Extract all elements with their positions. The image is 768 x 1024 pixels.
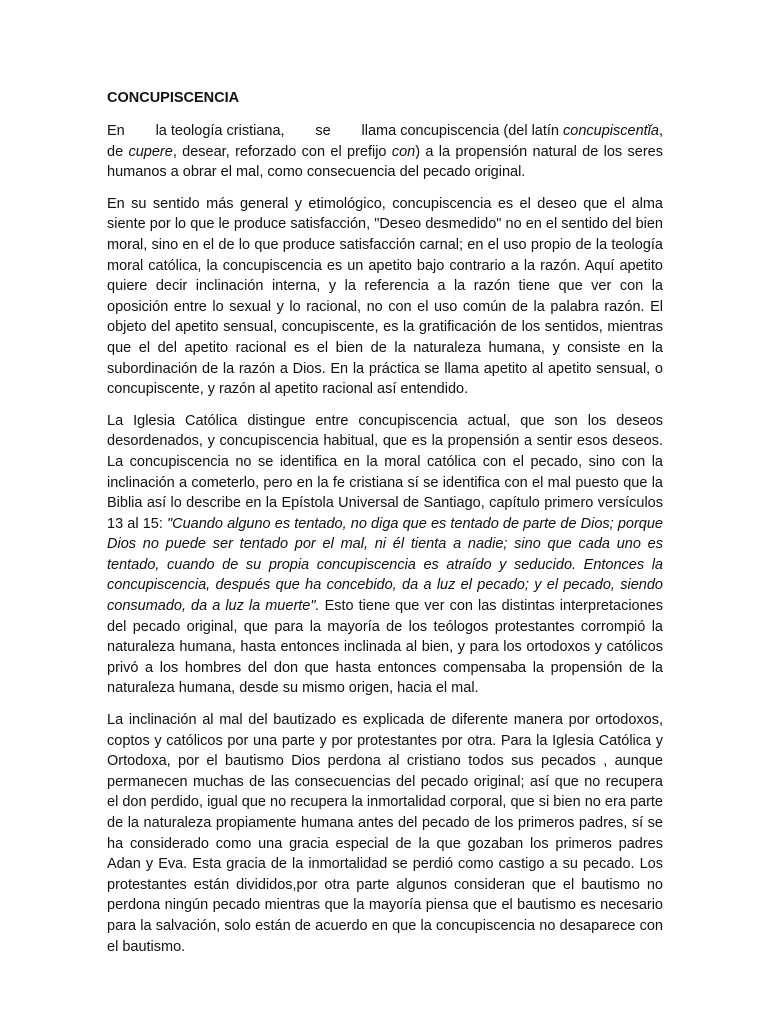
paragraph-etymology: En su sentido más general y etimológico, concupiscencia es el deseo que el alma siente por lo que le produce satisfacción, "Deseo desmedido" no en el sentido del bien moral, sino en el de lo que produce satisfacción carnal; en el uso propio de la teología moral católica, la concupiscencia es un apetito bajo contrario a la razón. Aquí apetito quiere decir inclinación interna, y la referencia a la razón tiene que ver con la oposición entre lo sexual y lo racional, no con el uso común de la palabra razón. El objeto del apetito sensual, concupiscente, es la gratificación de los sentidos, mientras que el del apetito racional es el bien de la naturaleza humana, y consiste en la subordinación de la razón a Dios. En la práctica se llama apetito al apetito sensual, o concupiscente, y razón al apetito racional así entendido.	[107, 195, 663, 398]
intro-word-se: se	[315, 123, 331, 139]
intro-term-cupere: cupere	[128, 143, 173, 160]
paragraph-intro	[107, 121, 663, 183]
paragraph-baptism: La inclinación al mal del bautizado es explicada de diferente manera por ortodoxos, coptos y católicos por una parte y por protestantes por otra. Para la Iglesia Católica y Ortodoxa, por el bautismo Dios perdona al cristiano todos sus pecados , aunque permanecen muchas de las consecuencias del pecado original; así que no recupera el don perdido, igual que no recupera la inmortalidad corporal, que si bien no era parte de la naturaleza propiamente humana antes del pecado de los primeros padres, sí se ha considerado como una gracia especial de la que gozaban los primeros padres Adan y Eva. Esta gracia de la inmortalidad se perdió como castigo a su pecado. Los protestantes están divididos,por otra parte algunos consideran que el bautismo no perdona ningún pecado mientras que la mayoría piensa que el bautismo es necesario para la salvación, solo están de acuerdo en que la concupiscencia no desaparece con el bautismo.	[107, 712, 663, 955]
bible-quote: "Cuando alguno es tentado, no diga que es tentado de parte de Dios; porque Dios no puede ser tentado por el mal, ni él tienta a nadie; sino que cada uno es tentado, cuando de su propia concupiscencia es atraído y seducido. Entonces la concupiscencia, después que ha concebido, da a luz el pecado; y el pecado, siendo consumado, da a luz la muerte".	[107, 515, 663, 615]
intro-comma: ,	[658, 123, 663, 139]
paragraph-intro-first-line	[107, 121, 663, 142]
intro-text-1: de	[107, 143, 129, 160]
intro-word-en: En	[107, 123, 125, 139]
paragraph-church-doctrine	[107, 411, 663, 699]
document-page	[107, 88, 663, 968]
intro-text-3: ) a la propensión natural de los seres humanos a obrar el mal, como consecuencia del pecado original.	[107, 143, 663, 181]
intro-latin-phrase	[362, 121, 663, 142]
intro-latin-term: concupiscentĭa	[563, 123, 659, 139]
document-title: CONCUPISCENCIA	[107, 90, 240, 106]
intro-text-2: , desear, reforzado con el prefijo	[172, 143, 392, 160]
doctrine-text-2: Esto tiene que ver con las distintas interpretaciones del pecado original, que para la mayoría de los teólogos protestantes corrompió la naturaleza humana, hasta entonces inclinada al bien, y para los ortodoxos y católicos privó a los hombres del don que hasta entonces compensaba la propensión de la naturaleza humana, desde su mismo origen, hacia el mal.	[107, 598, 663, 697]
intro-word-teologia: la teología cristiana,	[155, 123, 285, 139]
doctrine-text-1: La Iglesia Católica distingue entre concupiscencia actual, que son los deseos desordenados, y concupiscencia habitual, que es la propensión a sentir esos deseos. La concupiscencia no se identifica en la moral católica con el pecado, sino con la inclinación a cometerlo, pero en la fe cristiana sí se identifica con el mal puesto que la Biblia así lo describe en la Epístola Universal de Santiago, capítulo primero versículos 13 al 15:	[107, 412, 663, 532]
intro-word-llama: llama concupiscencia (del latín	[361, 123, 559, 139]
intro-term-con: con	[391, 143, 416, 160]
